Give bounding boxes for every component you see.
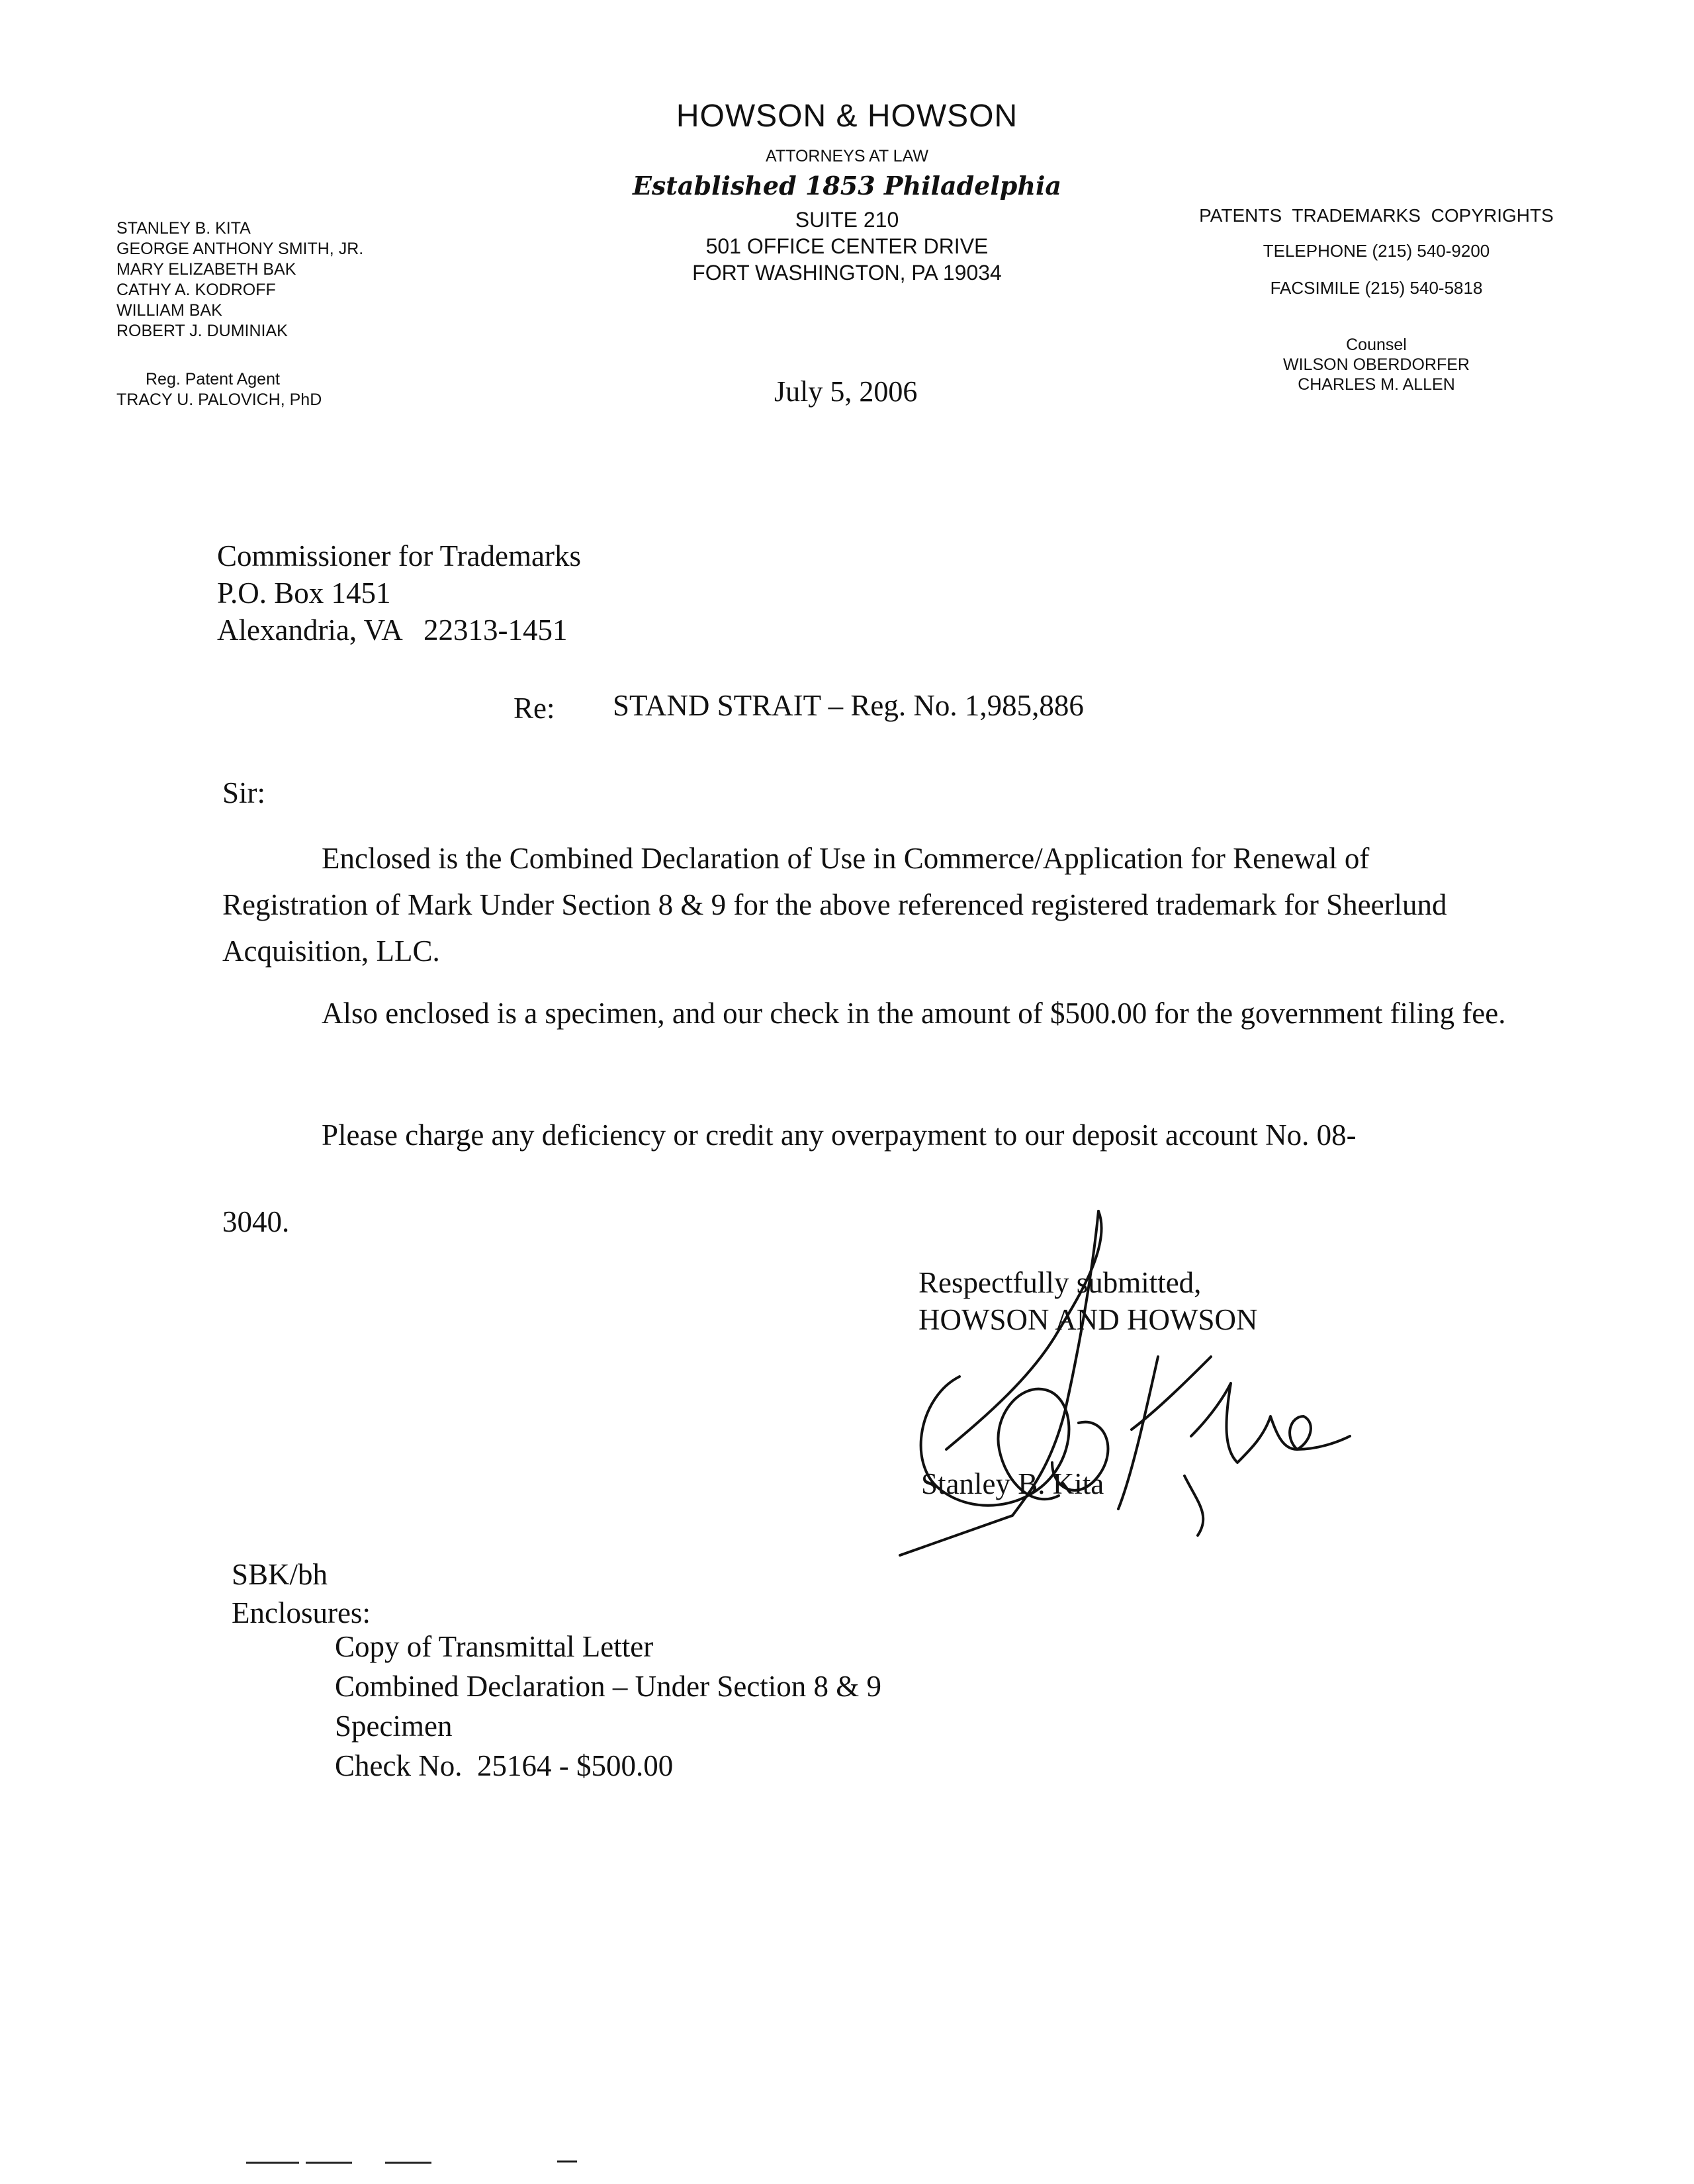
body-paragraph: Also enclosed is a specimen, and our check in the amount of $500.00 for the government filing fee. [322,997,1506,1030]
partner-name: GEORGE ANTHONY SMITH, JR. [116,240,364,258]
enclosure-item: Specimen [335,1709,453,1743]
partner-name: CATHY A. KODROFF [116,281,276,299]
letter-date: July 5, 2006 [774,375,918,408]
enclosures-list [335,1627,881,1786]
signature-stroke [921,1377,1069,1506]
enclosures-label: Enclosures: [232,1596,371,1629]
typist-initials: SBK/bh [232,1558,328,1591]
signature-stroke [946,1211,1102,1449]
partner-name: WILLIAM BAK [116,301,222,320]
partner-name: ROBERT J. DUMINIAK [116,322,288,340]
address-line: FORT WASHINGTON, PA 19034 [692,261,1002,285]
handwritten-signature [880,1198,1357,1569]
telephone: TELEPHONE (215) 540-9200 [1263,241,1490,261]
addressee-block [217,537,581,649]
firm-subtitle: ATTORNEYS AT LAW [766,147,928,165]
signer-name: Stanley B. Kita [921,1467,1104,1500]
facsimile: FACSIMILE (215) 540-5818 [1270,278,1483,298]
counsel-name: CHARLES M. ALLEN [1298,375,1455,394]
address-line: SUITE 210 [795,208,899,232]
enclosure-item: Copy of Transmittal Letter [335,1630,654,1663]
addressee-line: Alexandria, VA 22313-1451 [217,614,568,647]
body-paragraph: Enclosed is the Combined Declaration of Use in Commerce/Application for Renewal of Registration of Mark Under Section 8 & 9 for the above referenced registered trademark for Sheerlund Acquisition, LLC. [222,842,1447,968]
enclosure-item: Combined Declaration – Under Section 8 & 9 [335,1670,882,1703]
re-subject: STAND STRAIT – Reg. No. 1,985,886 [613,689,1084,722]
closing-firm: HOWSON AND HOWSON [918,1303,1258,1336]
counsel-title: Counsel [1346,336,1407,354]
partner-name: MARY ELIZABETH BAK [116,260,296,279]
footer-scan-marks [246,2159,590,2167]
firm-established: Established 1853 Philadelphia [632,171,1062,201]
initials-block [232,1555,371,1632]
signature-stroke [1191,1383,1350,1463]
signature-stroke [1132,1357,1211,1430]
patent-agent [116,369,322,410]
enclosure-item: Check No. 25164 - $500.00 [335,1749,674,1782]
body-paragraph: Please charge any deficiency or credit any overpayment to our deposit account No. 08- [322,1118,1357,1152]
firm-name: HOWSON & HOWSON [676,99,1018,134]
agent-title: Reg. Patent Agent [146,370,280,388]
addressee-line: Commissioner for Trademarks [217,539,581,572]
partner-list [116,218,363,341]
addressee-line: P.O. Box 1451 [217,576,391,610]
signature-stroke [1184,1476,1203,1535]
re-label: Re: [513,692,555,725]
agent-name: TRACY U. PALOVICH, PhD [116,390,322,409]
counsel-block [1171,335,1582,394]
services-line: PATENTS TRADEMARKS COPYRIGHTS [1199,205,1554,226]
counsel-name: WILSON OBERDORFER [1283,355,1470,374]
body-paragraph-continuation: 3040. [222,1205,290,1238]
signature-stroke [1052,1422,1108,1490]
closing-line: Respectfully submitted, [918,1266,1202,1299]
salutation: Sir: [222,776,266,809]
address-line: 501 OFFICE CENTER DRIVE [705,234,989,258]
partner-name: STANLEY B. KITA [116,219,251,238]
signature-stroke [1118,1357,1158,1509]
